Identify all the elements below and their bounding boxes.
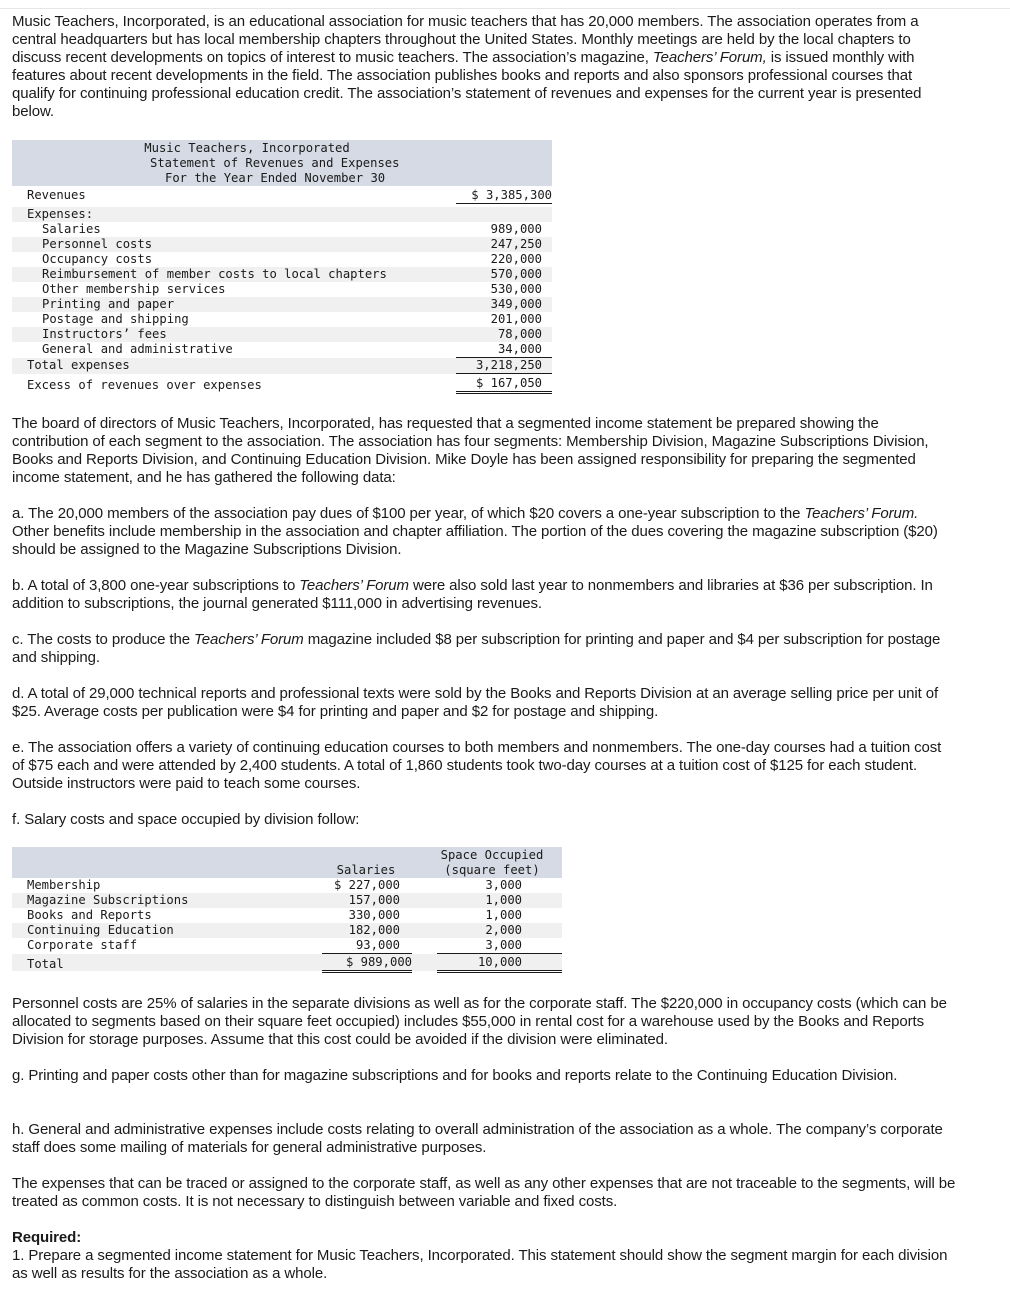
division-space: 3,000 [485, 878, 522, 892]
expense-label: Personnel costs [42, 237, 153, 251]
division-space: 1,000 [485, 893, 522, 907]
expense-label: Reimbursement of member costs to local chapters [42, 267, 387, 281]
space-header: Space Occupied [440, 848, 544, 862]
division-label: Continuing Education [27, 923, 174, 937]
division-label: Corporate staff [27, 938, 138, 952]
division-salary: 93,000 [322, 938, 412, 954]
item-e: e. The association offers a variety of continuing education courses to both members and nonmembers. The one-day courses had a tuition cost of $75 each and were attended by 2,400 students. A total of 1,860 students took two-day courses at a tuition cost of $125 for each student. Outside instructors were paid to teach some courses. [12, 739, 942, 792]
excess-label: Excess of revenues over expenses [27, 378, 262, 392]
division-total-label: Total [27, 957, 64, 971]
expense-value: 78,000 [497, 327, 542, 341]
division-label: Membership [27, 878, 101, 892]
statement-subtitle: Statement of Revenues and Expenses [150, 156, 400, 170]
expense-value: 247,250 [490, 237, 542, 251]
board-paragraph: The board of directors of Music Teachers, Incorporated, has requested that a segmented income statement be prepared showing the contribution of each segment to the association. The association has four segments: Membership Division, Magazine Subscriptions Division, Books and Reports Division, and Continuing Education Division. Mike Doyle has been assigned responsibility for preparing the segmented income statement, and he has gathered the following data: [12, 415, 929, 486]
salaries-header: Salaries [336, 863, 396, 877]
expense-value: 220,000 [490, 252, 542, 266]
excess-value: $ 167,050 [456, 376, 552, 394]
expenses-label: Expenses: [27, 207, 94, 221]
expense-label: Salaries [42, 222, 101, 236]
expense-value: 34,000 [456, 342, 552, 358]
division-salary: $ 227,000 [333, 878, 400, 892]
space-header-units: (square feet) [444, 863, 540, 877]
top-divider [0, 8, 1010, 9]
expense-value: 201,000 [490, 312, 542, 326]
division-salary: 157,000 [348, 893, 400, 907]
item-d: d. A total of 29,000 technical reports and professional texts were sold by the Books and Reports Division at an average selling price per unit of $25. Average costs per publication were $4 for printing and paper and $2 for postage and shipping. [12, 685, 939, 720]
common-costs-paragraph: The expenses that can be traced or assigned to the corporate staff, as well as any other expenses that are not traceable to the segments, will be treated as common costs. It is not necessary to distinguish between variable and fixed costs. [12, 1175, 956, 1210]
statement-title: Music Teachers, Incorporated [144, 141, 350, 155]
expense-value: 530,000 [490, 282, 542, 296]
division-total-salary: $ 989,000 [322, 955, 412, 973]
revenues-value: $ 3,385,300 [456, 188, 552, 204]
division-label: Books and Reports [27, 908, 152, 922]
required-item-1: 1. Prepare a segmented income statement for Music Teachers, Incorporated. This statement should show the segment margin for each division as well as results for the association as a whole. [12, 1247, 948, 1282]
division-salary: 330,000 [348, 908, 400, 922]
expense-label: General and administrative [42, 342, 233, 356]
intro-paragraph: Music Teachers, Incorporated, is an educational association for music teachers that has 20,000 members. The association operates from a central headquarters but has local membership chapters throughout the United States. Monthly meetings are held by the local chapters to discuss recent developments on topics of interest to music teachers. The association’s magazine, Teachers’ Forum, is issued monthly with features about recent developments in the field. The association publishes books and reports and also sponsors professional courses that qualify for continuing professional education credit. The association’s statement of revenues and expenses for the current year is presented below. [12, 13, 922, 120]
expense-label: Postage and shipping [42, 312, 189, 326]
expense-label: Instructors’ fees [42, 327, 167, 341]
division-space: 3,000 [437, 938, 562, 954]
item-a: a. The 20,000 members of the association pay dues of $100 per year, of which $20 covers a one-year subscription to the Teachers’ Forum. Other benefits include membership in the association and chapter affiliation. The portion of the dues covering the magazine subscription ($20) should be assigned to the Magazine Subscriptions Division. [12, 505, 938, 558]
item-g: g. Printing and paper costs other than for magazine subscriptions and for books and reports relate to the Continuing Education Division. [12, 1067, 898, 1084]
expense-value: 570,000 [490, 267, 542, 281]
statement-period: For the Year Ended November 30 [165, 171, 386, 185]
item-b: b. A total of 3,800 one-year subscriptions to Teachers’ Forum were also sold last year to nonmembers and libraries at $36 per subscription. In addition to subscriptions, the journal generated $111,000 in advertising revenues. [12, 577, 933, 612]
division-table [12, 847, 562, 977]
expense-label: Occupancy costs [42, 252, 153, 266]
total-expenses-value: 3,218,250 [456, 358, 552, 374]
expense-value: 349,000 [490, 297, 542, 311]
required-section [12, 1229, 957, 1283]
division-label: Magazine Subscriptions [27, 893, 189, 907]
personnel-paragraph: Personnel costs are 25% of salaries in the separate divisions as well as for the corporate staff. The $220,000 in occupancy costs (which can be allocated to segments based on their square feet occupied) includes $55,000 in rental cost for a warehouse used by the Books and Reports Division for storage purposes. Assume that this cost could be avoided if the division were eliminated. [12, 995, 947, 1048]
item-h: h. General and administrative expenses include costs relating to overall administration of the association as a whole. The company’s corporate staff does some mailing of materials for general administrative purposes. [12, 1121, 943, 1156]
expense-label: Printing and paper [42, 297, 175, 311]
division-salary: 182,000 [348, 923, 400, 937]
revenues-label: Revenues [27, 188, 86, 202]
expense-label: Other membership services [42, 282, 226, 296]
item-c: c. The costs to produce the Teachers’ Forum magazine included $8 per subscription for printing and paper and $4 per subscription for postage and shipping. [12, 631, 941, 666]
required-heading: Required: [12, 1229, 82, 1246]
item-f: f. Salary costs and space occupied by division follow: [12, 811, 360, 828]
total-expenses-label: Total expenses [27, 358, 130, 372]
expense-value: 989,000 [490, 222, 542, 236]
division-total-space: 10,000 [437, 955, 562, 973]
division-space: 2,000 [485, 923, 522, 937]
division-space: 1,000 [485, 908, 522, 922]
